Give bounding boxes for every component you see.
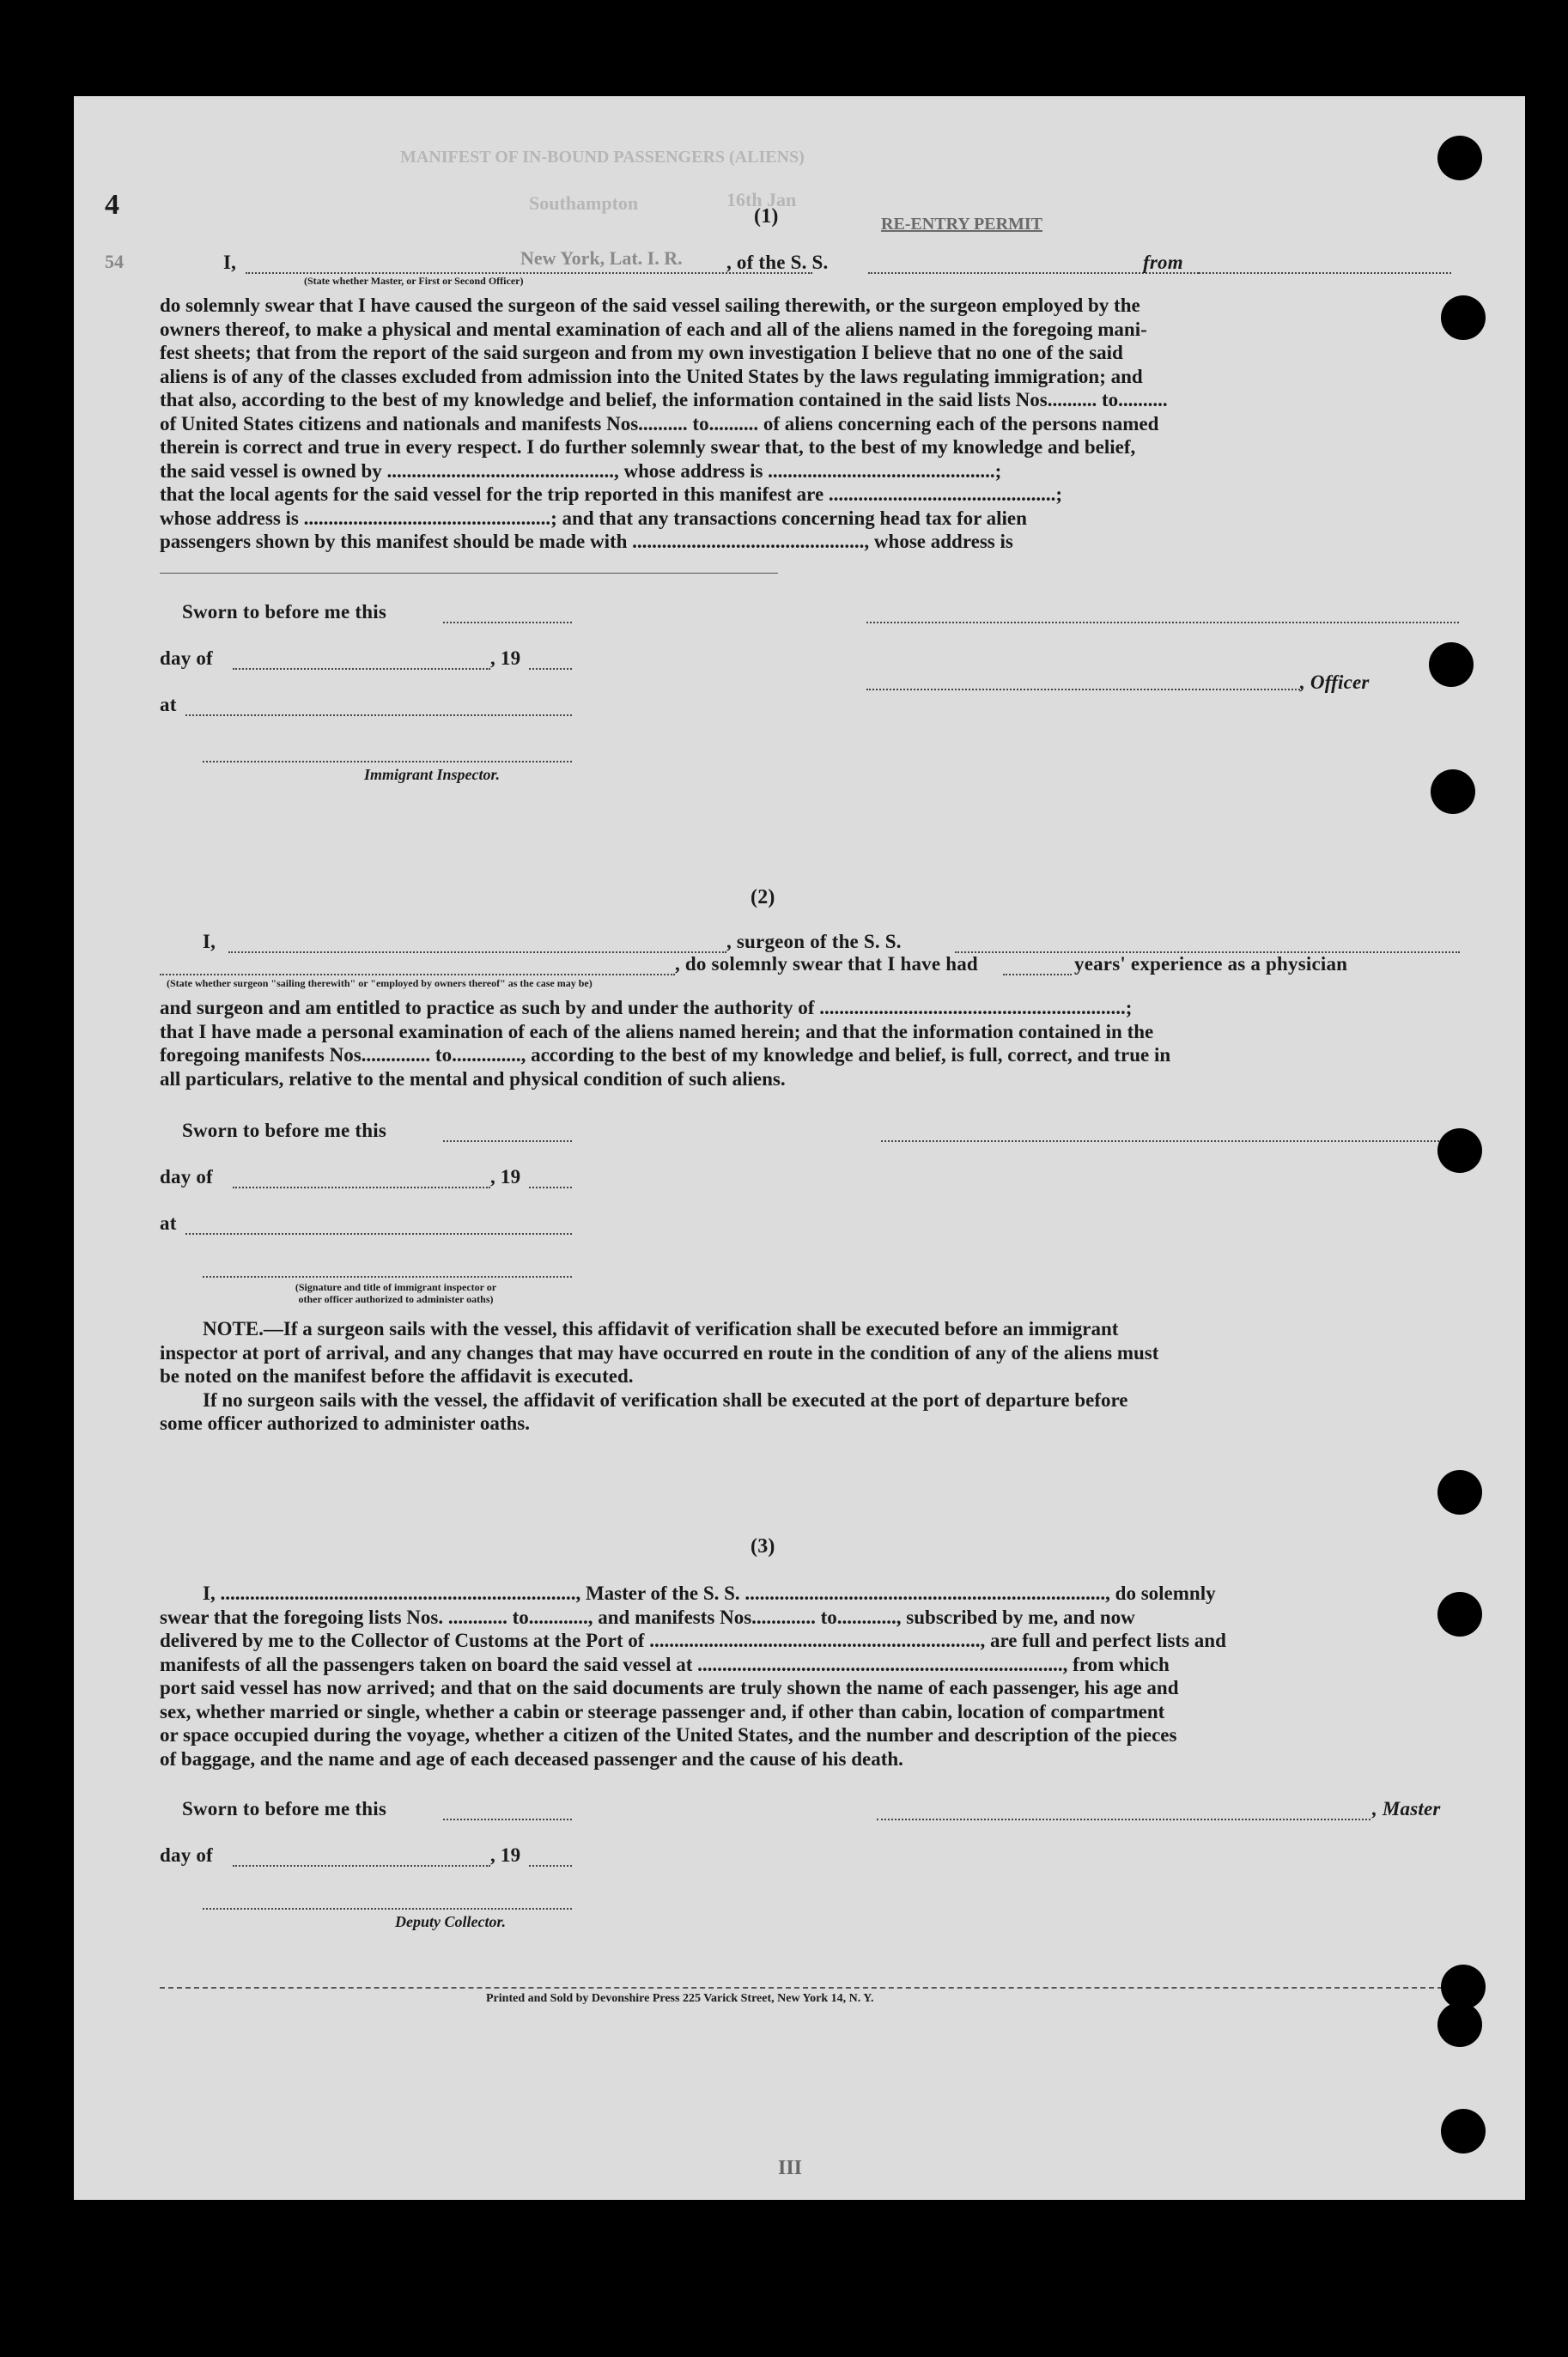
note-line-4: If no surgeon sails with the vessel, the affidavit of verification shall be executed at the port of departure before bbox=[203, 1388, 1128, 1411]
section1-caption: (State whether Master, or First or Second Officer) bbox=[304, 275, 524, 287]
document-page bbox=[74, 96, 1525, 2200]
s1-day-field bbox=[233, 668, 490, 670]
s1-at-field bbox=[185, 714, 572, 716]
from-field bbox=[1199, 272, 1451, 274]
s3-day-field bbox=[233, 1865, 490, 1867]
section3-body bbox=[160, 1582, 1460, 1771]
s3-master-field bbox=[877, 1819, 1370, 1820]
from-label: from bbox=[1143, 252, 1183, 273]
section3-line-5: port said vessel has now arrived; and that on the said documents are truly shown the name of each passenger, his age and bbox=[160, 1677, 1179, 1698]
section3-line-1: I, ........................................................................, Master of the S. S. ........................................................................., do solemnly bbox=[203, 1582, 1216, 1604]
section2-caption: (State whether surgeon "sailing therewith" or "employed by owners thereof" as the case may be) bbox=[167, 977, 593, 989]
s3-sworn-field bbox=[443, 1819, 572, 1820]
punch-hole bbox=[1437, 1128, 1482, 1173]
section3-line-4: manifests of all the passengers taken on board the said vessel at .........................................................................., from which bbox=[160, 1653, 1170, 1675]
s1-sworn-label: Sworn to before me this bbox=[182, 601, 386, 623]
section1-line-11: passengers shown by this manifest should be made with ..............................................., whose address is bbox=[160, 531, 1013, 552]
s3-year-field bbox=[529, 1865, 572, 1867]
s3-sworn-label: Sworn to before me this bbox=[182, 1798, 386, 1819]
note-line-3: be noted on the manifest before the affidavit is executed. bbox=[160, 1365, 634, 1387]
s2-day-label: day of bbox=[160, 1166, 213, 1188]
section2-line-3: foregoing manifests Nos.............. to.............., according to the best of my knowledge and belief, is full, correct, and true in bbox=[160, 1044, 1171, 1066]
note-line-2: inspector at port of arrival, and any changes that may have occurred en route in the condition of any of the aliens must bbox=[160, 1341, 1159, 1364]
s1-officer-field bbox=[866, 689, 1300, 690]
s1-year-label: , 19 bbox=[490, 647, 521, 669]
s2-at-label: at bbox=[160, 1212, 177, 1234]
section1-line-3: fest sheets; that from the report of the said surgeon and from my own investigation I believe that no one of the said bbox=[160, 342, 1123, 363]
section2-line-1: and surgeon and am entitled to practice as such by and under the authority of ..............................................................; bbox=[160, 997, 1133, 1018]
s3-master-label: , Master bbox=[1372, 1798, 1441, 1819]
surgeon-type-field bbox=[160, 974, 675, 975]
s1-sworn-field bbox=[443, 622, 572, 623]
s2-signature-field bbox=[881, 1140, 1460, 1142]
s2-sig-caption-2: other officer authorized to administer oaths) bbox=[298, 1293, 494, 1305]
surgeon-of-label: , surgeon of the S. S. bbox=[726, 931, 902, 952]
margin-mark-1: 4 bbox=[105, 189, 119, 221]
s3-collector-label: Deputy Collector. bbox=[395, 1913, 506, 1930]
section1-line-1: do solemnly swear that I have caused the surgeon of the said vessel sailing therewith, or the surgeon employed by the bbox=[160, 295, 1140, 316]
note-line-5: some officer authorized to administer oaths. bbox=[160, 1412, 530, 1434]
section2-i: I, bbox=[203, 931, 216, 952]
section3-line-7: or space occupied during the voyage, whether a citizen of the United States, and the number and description of the pieces bbox=[160, 1724, 1177, 1746]
surgeon-name-field bbox=[228, 951, 726, 953]
punch-hole bbox=[1431, 769, 1475, 814]
ghost-header-line1: MANIFEST OF IN-BOUND PASSENGERS (ALIENS) bbox=[400, 148, 805, 167]
section1-address-line bbox=[160, 573, 778, 574]
section3-heading: (3) bbox=[751, 1535, 775, 1558]
section1-line-9: that the local agents for the said vessel for the trip reported in this manifest are ..............................................; bbox=[160, 483, 1063, 505]
s3-year-label: , 19 bbox=[490, 1844, 521, 1866]
ghost-header-line2: Southampton bbox=[529, 192, 639, 214]
punch-hole bbox=[1437, 2002, 1482, 2047]
note-line-1: NOTE.—If a surgeon sails with the vessel, this affidavit of verification shall be executed before an immigrant bbox=[203, 1318, 1119, 1339]
s2-sworn-label: Sworn to before me this bbox=[182, 1120, 386, 1141]
years-label: years' experience as a physician bbox=[1074, 953, 1348, 975]
do-swear-label: , do solemnly swear that I have had bbox=[675, 953, 978, 975]
section1-line-5: that also, according to the best of my knowledge and belief, the information contained in the said lists Nos.......... to.......... bbox=[160, 389, 1168, 410]
section1-line-6: of United States citizens and nationals and manifests Nos.......... to.......... of aliens concerning each of the persons named bbox=[160, 412, 1159, 434]
punch-hole bbox=[1441, 2109, 1486, 2153]
s3-collector-signature bbox=[203, 1908, 572, 1910]
s2-year-label: , 19 bbox=[490, 1166, 521, 1188]
of-ss-label: , of the S. S. bbox=[726, 252, 829, 273]
section2-line-2: that I have made a personal examination of each of the aliens named herein; and that the information contained in the bbox=[160, 1020, 1154, 1042]
s1-officer-label: , Officer bbox=[1300, 671, 1370, 693]
ghost-header-stamp: RE-ENTRY PERMIT bbox=[881, 215, 1043, 234]
s3-day-label: day of bbox=[160, 1844, 213, 1866]
section1-line-7: therein is correct and true in every respect. I do further solemnly swear that, to the best of my knowledge and belief, bbox=[160, 436, 1136, 458]
margin-mark-2: 54 bbox=[105, 251, 124, 272]
section1-heading: (1) bbox=[754, 205, 779, 228]
section3-line-2: swear that the foregoing lists Nos. ............ to............, and manifests Nos............. to............, subscribed by me, and now bbox=[160, 1606, 1135, 1628]
section3-line-3: delivered by me to the Collector of Customs at the Port of ..................................................................., are full and perfect lists and bbox=[160, 1630, 1226, 1651]
printer-imprint: Printed and Sold by Devonshire Press 225 Varick Street, New York 14, N. Y. bbox=[486, 1992, 874, 2005]
section1-line-4: aliens is of any of the classes excluded from admission into the United States by the laws regulating immigration; and bbox=[160, 365, 1143, 387]
s1-at-label: at bbox=[160, 694, 177, 715]
bottom-mark: III bbox=[778, 2157, 803, 2179]
punch-hole bbox=[1441, 295, 1486, 340]
ghost-header-line3: 16th Jan bbox=[726, 189, 797, 210]
years-field bbox=[1003, 974, 1072, 975]
section1-line-2: owners thereof, to make a physical and mental examination of each and all of the aliens named in the foregoing mani- bbox=[160, 318, 1147, 340]
section2-heading: (2) bbox=[751, 886, 775, 908]
section1-i: I, bbox=[223, 252, 237, 273]
s1-signature-field bbox=[866, 622, 1459, 623]
section1-line-10: whose address is ..................................................; and that any transactions concerning head tax for alien bbox=[160, 507, 1027, 529]
section2-body bbox=[160, 996, 1460, 1090]
s1-inspector-signature bbox=[203, 761, 572, 762]
s2-sworn-field bbox=[443, 1140, 572, 1142]
s2-year-field bbox=[529, 1187, 572, 1188]
s1-day-label: day of bbox=[160, 647, 213, 669]
punch-hole bbox=[1437, 1470, 1482, 1515]
s1-year-field bbox=[529, 668, 572, 670]
section2-line-4: all particulars, relative to the mental and physical condition of such aliens. bbox=[160, 1067, 786, 1090]
s2-day-field bbox=[233, 1187, 490, 1188]
s1-inspector-label: Immigrant Inspector. bbox=[364, 766, 501, 783]
section1-body bbox=[160, 294, 1455, 554]
punch-hole bbox=[1429, 642, 1474, 687]
ghost-name-text: New York, Lat. I. R. bbox=[520, 247, 683, 269]
punch-hole bbox=[1437, 136, 1482, 180]
section1-line-8: the said vessel is owned by .............................................., whose address is ..............................................; bbox=[160, 459, 1002, 482]
section3-line-8: of baggage, and the name and age of each deceased passenger and the cause of his death. bbox=[160, 1747, 903, 1770]
s2-sig-caption-1: (Signature and title of immigrant inspector or bbox=[295, 1281, 497, 1293]
punch-hole bbox=[1437, 1592, 1482, 1637]
note-block bbox=[160, 1317, 1460, 1436]
footer-rule bbox=[160, 1987, 1451, 1989]
s2-inspector-signature bbox=[203, 1276, 572, 1278]
section3-line-6: sex, whether married or single, whether a cabin or steerage passenger and, if other than cabin, location of compartment bbox=[160, 1700, 1165, 1722]
s2-at-field bbox=[185, 1233, 572, 1235]
